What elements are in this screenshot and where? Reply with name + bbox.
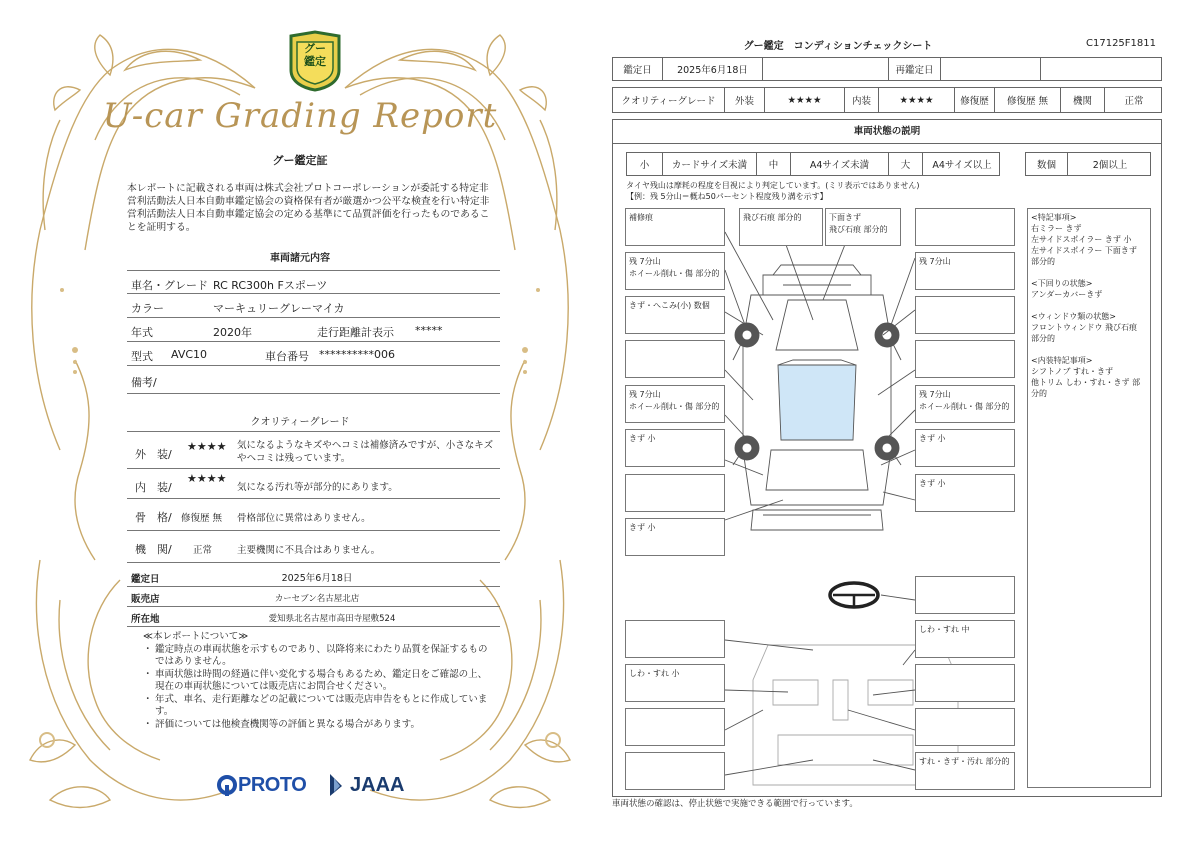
about-title: ≪本レポートについて≫ — [143, 631, 249, 642]
redate-value — [941, 58, 1041, 80]
shop-table — [127, 567, 500, 627]
proto-logo-text: PROTO — [238, 773, 307, 796]
damage-box-top-2: 下面きず 飛び石痕 部分的 — [825, 208, 901, 246]
script-title: U-car Grading Report — [102, 96, 498, 136]
damage-box-right-3 — [915, 296, 1015, 334]
address-value: 愛知県北名古屋市高田寺屋敷524 — [268, 614, 396, 624]
date-blank — [763, 58, 889, 80]
exterior-label: 外 装/ — [135, 448, 172, 461]
exterior-text: 気になるようなキズやヘコミは補修済みですが、小さなキズやヘコミは残っています。 — [237, 440, 494, 464]
color-label: カラー — [131, 302, 164, 315]
jaaa-logo-text: JAAA — [350, 773, 405, 796]
state-heading: 車両状態の説明 — [613, 120, 1161, 144]
proto-logo — [216, 770, 306, 800]
engine-value: 正常 — [1124, 96, 1144, 107]
engine-label: 機関 — [1061, 88, 1105, 112]
badge-text: グー 鑑定 — [304, 42, 326, 68]
interior-stars: ★★★★ — [187, 472, 227, 485]
name-label: 車名・グレード — [131, 279, 208, 292]
frame-value: 修復歴 無 — [181, 513, 223, 524]
int-label: 内装 — [845, 88, 879, 112]
int-stars: ★★★★ — [879, 88, 955, 112]
spec-row-remarks — [127, 366, 500, 394]
interior-label: 内 装/ — [135, 481, 172, 494]
count-value: 2個以上 — [1092, 160, 1128, 171]
repair-value: 修復歴 無 — [995, 88, 1061, 112]
chassis-value: **********006 — [319, 348, 395, 361]
shop-row — [127, 587, 500, 607]
damage-box-right-5: 残 7分山 ホイール削れ・傷 部分的 — [915, 385, 1015, 423]
special-notes: <特記事項> 右ミラー きず 左サイドスポイラー きず 小 左サイドスポイラー 下面きず 部分的 <下回りの状態> アンダーカバーきず <ウィンドウ類の状態> フロントウィンドウ 飛び石痕 部分的 <内装特記事項> シフトノブ すれ・きず 他トリム しわ・すれ・きず 部分的 — [1027, 208, 1151, 788]
date-value: 2025年6月18日 — [281, 573, 353, 584]
date-row — [612, 57, 1162, 81]
redate-label: 再鑑定日 — [889, 58, 941, 80]
quality-row-frame — [127, 499, 500, 531]
repair-label: 修復歴 — [955, 88, 995, 112]
address-row — [127, 607, 500, 627]
damage-box-left-4 — [625, 340, 725, 378]
damage-box-left-5: 残 7分山 ホイール削れ・傷 部分的 — [625, 385, 725, 423]
engine-value: 正常 — [193, 545, 213, 556]
jaaa-mark-icon — [326, 772, 346, 798]
damage-box-left-2: 残 7分山 ホイール削れ・傷 部分的 — [625, 252, 725, 290]
quality-row-engine — [127, 531, 500, 563]
interior-box-left-5 — [625, 752, 725, 790]
interior-text: 気になる汚れ等が部分的にあります。 — [237, 482, 398, 493]
frame-text: 骨格部位に異常はありません。 — [237, 513, 371, 524]
spec-row-name — [127, 270, 500, 294]
shop-value: カーセブン名古屋北店 — [274, 594, 360, 604]
sheet-footer: 車両状態の確認は、停止状態で実施できる範囲で行っています。 — [612, 799, 858, 809]
mileage-label: 走行距離計表示 — [317, 326, 394, 339]
condition-check-sheet — [608, 0, 1200, 848]
damage-box-right-7: きず 小 — [915, 474, 1015, 512]
address-label: 所在地 — [131, 614, 160, 625]
quality-heading: クオリティーグレード — [250, 417, 350, 428]
interior-box-right-3 — [915, 664, 1015, 702]
model-value: AVC10 — [171, 348, 208, 361]
damage-box-top-1: 飛び石痕 部分的 — [739, 208, 823, 246]
interior-box-left-1 — [625, 620, 725, 658]
chassis-label: 車台番号 — [265, 350, 309, 363]
engine-label: 機 関/ — [135, 543, 172, 556]
about-item: ・ 車両状態は時間の経過に伴い変化する場合もあるため、鑑定日をご確認の上、現在の車両状態については販売店にお問合せください。 — [143, 668, 488, 692]
frame-label: 骨 格/ — [135, 511, 172, 524]
spec-heading: 車両諸元内容 — [270, 253, 330, 264]
interior-box-right-1 — [915, 576, 1015, 614]
engine-text: 主要機関に不具合はありません。 — [237, 545, 381, 556]
about-item: ・ 評価については他検査機関等の評価と異なる場合があります。 — [143, 718, 421, 730]
legend-medium-desc: A4サイズ未満 — [791, 153, 889, 175]
jaaa-logo — [326, 770, 404, 800]
model-label: 型式 — [131, 350, 153, 363]
redate-blank — [1041, 58, 1163, 80]
interior-box-left-4 — [625, 708, 725, 746]
tire-note: タイヤ残山は摩耗の程度を目視により判定しています。(ミリ表示ではありません) 【例：残 5分山＝概ね50パーセント程度残り溝を示す】 — [626, 181, 920, 201]
interior-box-right-2: しわ・すれ 中 — [915, 620, 1015, 658]
damage-box-left-1: 補修痕 — [625, 208, 725, 246]
spec-table — [127, 270, 500, 394]
date-row — [127, 567, 500, 587]
legend-large-desc: A4サイズ以上 — [932, 160, 992, 171]
legend-large: 大 — [889, 153, 923, 175]
spec-row-year — [127, 318, 500, 342]
date-label: 鑑定日 — [613, 58, 663, 80]
color-value: マーキュリーグレーマイカ — [213, 302, 345, 315]
quality-row-interior — [127, 469, 500, 499]
state-panel — [612, 119, 1162, 797]
year-value: 2020年 — [213, 326, 252, 339]
date-label: 鑑定日 — [131, 574, 160, 585]
legend-small-desc: カードサイズ未満 — [663, 153, 757, 175]
damage-box-left-6: きず 小 — [625, 429, 725, 467]
name-value: RC RC300h Fスポーツ — [213, 279, 328, 292]
ext-label: 外装 — [725, 88, 765, 112]
spec-row-color — [127, 294, 500, 318]
document-id: C17125F1811 — [1086, 38, 1156, 49]
interior-box-right-4 — [915, 708, 1015, 746]
quality-row — [612, 87, 1162, 113]
sheet-title: グー鑑定 コンディションチェックシート — [743, 41, 933, 52]
damage-box-right-1 — [915, 208, 1015, 246]
interior-box-left-3: しわ・すれ 小 — [625, 664, 725, 702]
certificate-title: グー鑑定証 — [272, 154, 328, 167]
damage-box-left-3: きず・へこみ(小) 数個 — [625, 296, 725, 334]
proto-mark-icon — [216, 774, 238, 796]
shop-label: 販売店 — [131, 594, 160, 605]
legend-small: 小 — [627, 153, 663, 175]
year-label: 年式 — [131, 326, 153, 339]
damage-box-left-7 — [625, 474, 725, 512]
damage-box-right-6: きず 小 — [915, 429, 1015, 467]
damage-box-right-4 — [915, 340, 1015, 378]
count-label: 数個 — [1026, 153, 1068, 175]
exterior-stars: ★★★★ — [187, 440, 227, 453]
about-item: ・ 年式、車名、走行距離などの記載については販売店申告をもとに作成しています。 — [143, 693, 488, 717]
ext-stars: ★★★★ — [765, 88, 845, 112]
spec-row-model — [127, 342, 500, 366]
interior-box-right-6: すれ・きず・汚れ 部分的 — [915, 752, 1015, 790]
damage-box-left-8: きず 小 — [625, 518, 725, 556]
date-value: 2025年6月18日 — [663, 58, 763, 80]
about-section — [143, 631, 488, 731]
quality-label: クオリティーグレード — [613, 88, 725, 112]
damage-box-right-2: 残 7分山 — [915, 252, 1015, 290]
goo-badge-logo — [285, 30, 345, 92]
remarks-label: 備考/ — [131, 376, 157, 389]
quality-table — [127, 431, 500, 563]
legend-medium: 中 — [757, 153, 791, 175]
quality-row-exterior — [127, 431, 500, 469]
mileage-value: ***** — [415, 324, 443, 337]
certificate-intro: 本レポートに記載される車両は株式会社プロトコーポレーションが委託する特定非営利活動法人日本自動車鑑定協会の資格保有者が厳選かつ公平な検査を行い特定非営利活動法人日本自動車鑑定協会の定める基準にて品質評価を行ったものであることを証明する。 — [127, 183, 490, 233]
about-item: ・ 鑑定時点の車両状態を示すものであり、以降将来にわたり品質を保証するものではありません。 — [143, 643, 488, 667]
